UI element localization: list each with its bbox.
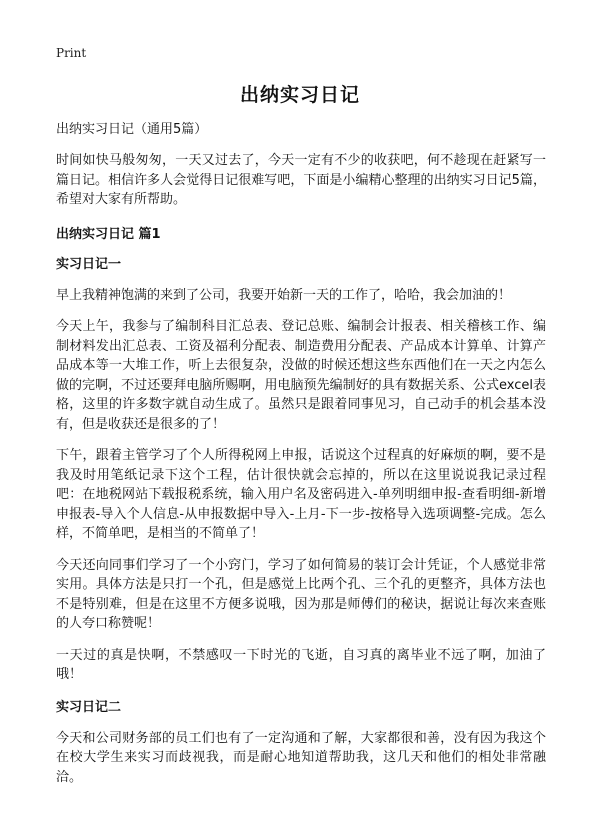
document-subtitle: 出纳实习日记（通用5篇） [56, 122, 208, 137]
page-title: 出纳实习日记 [239, 84, 360, 106]
diary1-paragraph: 今天上午，我参与了编制科目汇总表、登记总账、编制会计报表、相关稽核工作、编制材料发出汇总表、工资及福利分配表、制造费用分配表、产品成本计算单、计算产品成本等一大堆工作，听上去很复杂，没做的时候还想这些东西他们在一天之内怎么做的完啊，不过还要拜电脑所赐啊，用电脑预先编制好的具有数据关系、公式excel表格，这里的许多数字就自动生成了。虽然只是跟着同事见习，自己动手的机会基本没有，但是收获还是很多的了！ [56, 319, 546, 432]
diary1-paragraph: 今天还向同事们学习了一个小窍门，学习了如何简易的装订会计凭证，个人感觉非常实用。具体方法是只打一个孔，但是感觉上比两个孔、三个孔的更整齐，具体方法也不是特别难，但是在这里不方便多说哦，因为那是师傅们的秘诀，据说让每次来查账的人夸口称赞呢！ [56, 557, 546, 631]
print-link[interactable]: Print [56, 46, 87, 60]
section-heading-1: 出纳实习日记 篇1 [56, 226, 161, 242]
document-body [56, 120, 546, 799]
diary2-paragraph: 今天和公司财务部的员工们也有了一定沟通和了解，大家都很和善，没有因为我这个在校大学生来实习而歧视我，而是耐心地知道帮助我，这几天和他们的相处非常融洽。 [56, 730, 546, 785]
diary-heading-1: 实习日记一 [56, 256, 122, 272]
diary-heading-2: 实习日记二 [56, 699, 122, 715]
diary1-paragraph: 下午，跟着主管学习了个人所得税网上申报，话说这个过程真的好麻烦的啊，要不是我及时用笔纸记录下这个工程，估计很快就会忘掉的，所以在这里说说我记录过程吧：在地税网站下载报税系统，输入用户名及密码进入-单列明细申报-查看明细-新增申报表-导入个人信息-从申报数据中导入-上月-下一步-按格导入选项调整-完成。怎么样，不简单吧，是相当的不简单了！ [56, 448, 546, 541]
diary1-paragraph: 早上我精神饱满的来到了公司，我要开始新一天的工作了，哈哈，我会加油的！ [56, 287, 512, 303]
intro-paragraph: 时间如快马般匆匆，一天又过去了，今天一定有不少的收获吧，何不趁现在赶紧写一篇日记。相信许多人会觉得日记很难写吧，下面是小编精心整理的出纳实习日记5篇，希望对大家有所帮助。 [56, 153, 546, 207]
diary1-paragraph: 一天过的真是快啊，不禁感叹一下时光的飞逝，自习真的离毕业不远了啊，加油了哦！ [56, 647, 546, 682]
